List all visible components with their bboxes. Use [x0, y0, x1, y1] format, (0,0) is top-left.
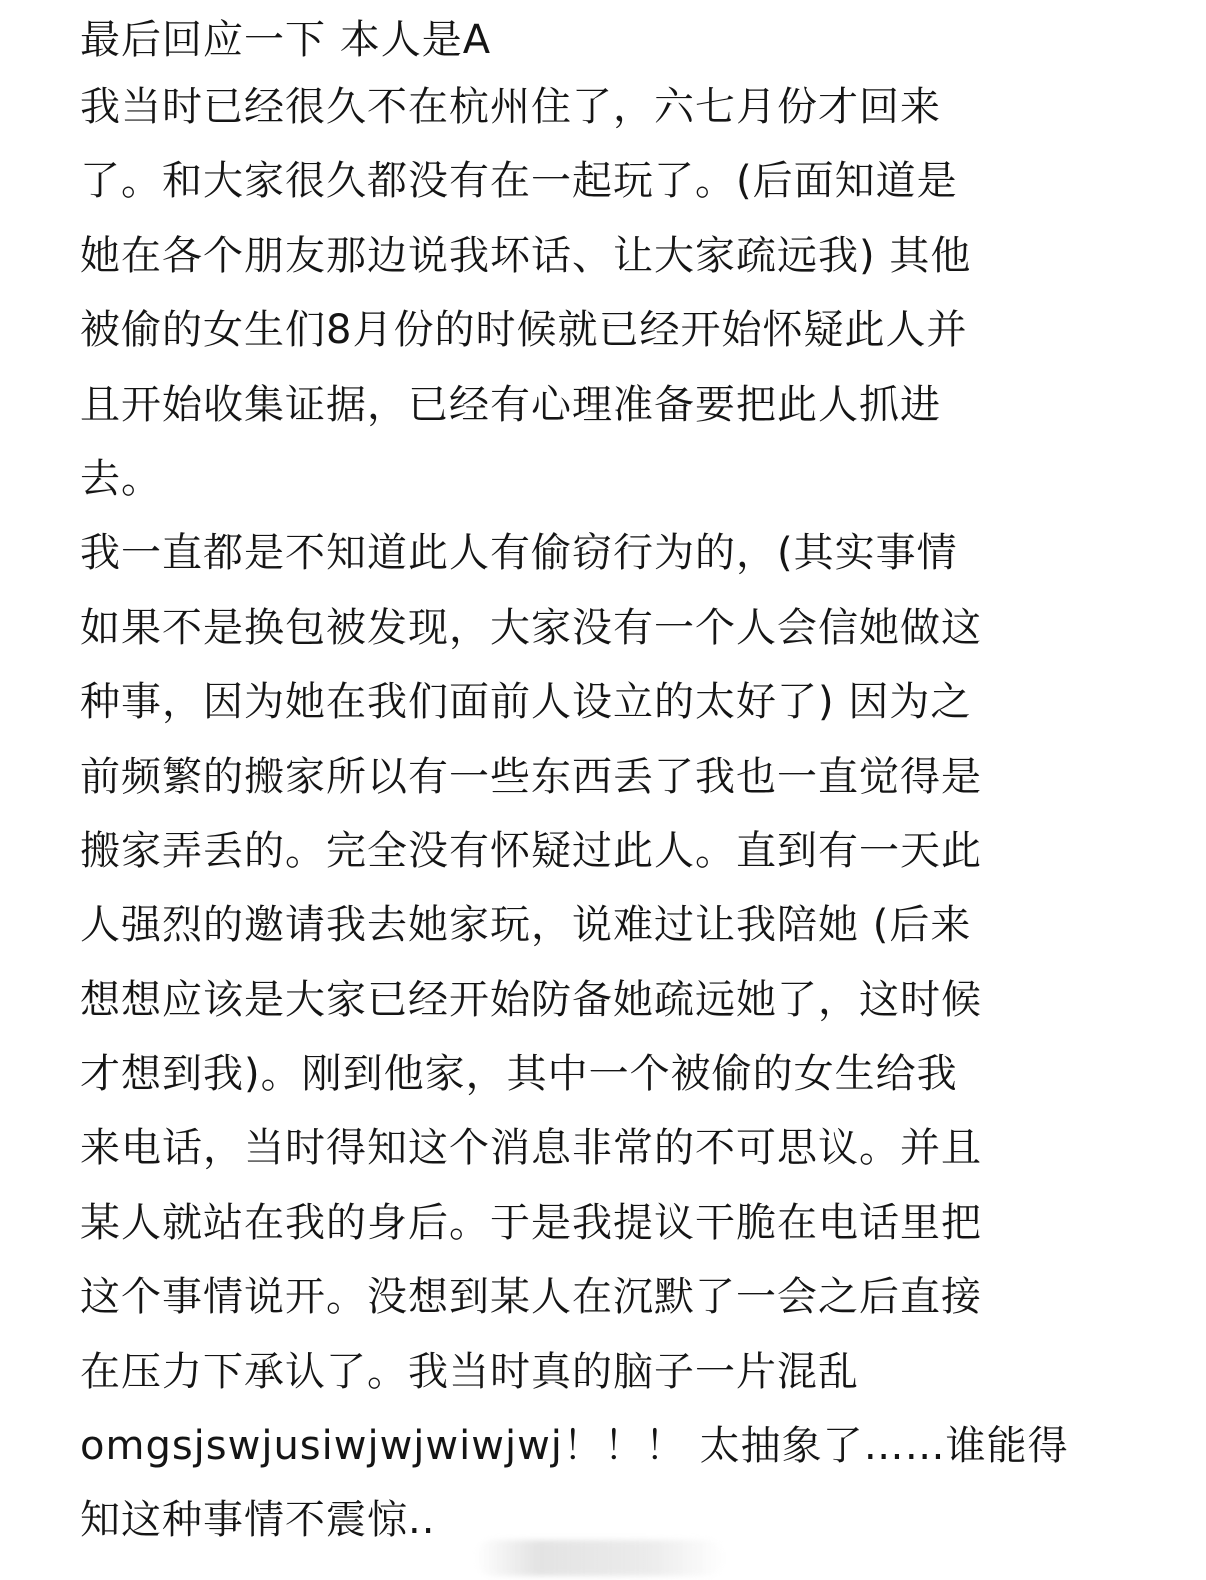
text-line: 她在各个朋友那边说我坏话、让大家疏远我) 其他	[80, 232, 972, 279]
text-line: 知这种事情不震惊..	[80, 1497, 436, 1544]
text-line: 人强烈的邀请我去她家玩，说难过让我陪她 (后来	[80, 902, 972, 949]
text-line: 且开始收集证据，已经有心理准备要把此人抓进	[80, 381, 941, 428]
text-line: omgsjswjusiwjwjwiwjwj！！！ 太抽象了……谁能得	[80, 1423, 1069, 1470]
text-line: 想想应该是大家已经开始防备她疏远她了，这时候	[80, 976, 982, 1023]
text-line: 我当时已经很久不在杭州住了，六七月份才回来	[80, 84, 941, 130]
post-title: 最后回应一下 本人是A	[80, 17, 492, 63]
text-line: 如果不是换包被发现，大家没有一个人会信她做这	[80, 604, 982, 651]
text-line: 了。和大家很久都没有在一起玩了。(后面知道是	[80, 158, 958, 205]
text-line: 种事，因为她在我们面前人设立的太好了) 因为之	[80, 679, 972, 726]
text-line: 被偷的女生们8月份的时候就已经开始怀疑此人并	[80, 307, 968, 354]
blurred-watermark	[475, 1540, 725, 1576]
text-line: 某人就站在我的身后。于是我提议干脆在电话里把	[80, 1199, 982, 1246]
paragraph-1	[80, 70, 1150, 516]
text-line: 前频繁的搬家所以有一些东西丢了我也一直觉得是	[80, 753, 982, 800]
paragraph-2	[80, 516, 1150, 1557]
text-line: 搬家弄丢的。完全没有怀疑过此人。直到有一天此	[80, 827, 982, 874]
text-line: 去。	[80, 455, 162, 502]
post-content	[80, 10, 1150, 1558]
text-line: 来电话，当时得知这个消息非常的不可思议。并且	[80, 1125, 982, 1172]
text-line: 在压力下承认了。我当时真的脑子一片混乱	[80, 1348, 859, 1395]
text-line: 我一直都是不知道此人有偷窃行为的，(其实事情	[80, 530, 958, 577]
text-line: 才想到我)。刚到他家，其中一个被偷的女生给我	[80, 1051, 958, 1098]
text-line: 这个事情说开。没想到某人在沉默了一会之后直接	[80, 1274, 982, 1321]
